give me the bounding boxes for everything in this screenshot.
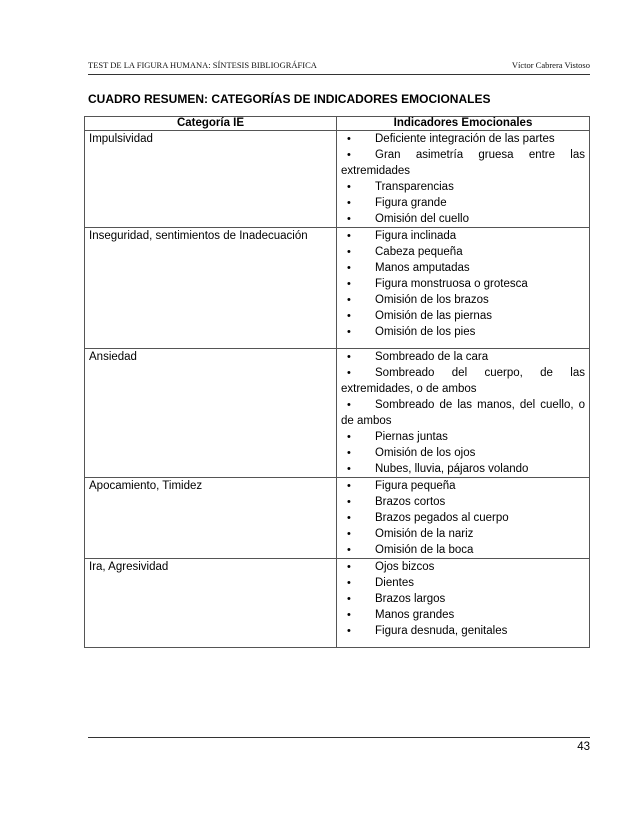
indicator-text: Figura inclinada [375, 230, 457, 242]
indicator-item [341, 260, 585, 276]
indicator-item [341, 526, 585, 542]
indicator-item [341, 461, 585, 477]
indicator-text: Dientes [375, 577, 414, 589]
bullet-icon: • [347, 133, 351, 145]
bullet-icon: • [347, 230, 351, 242]
bullet-icon: • [347, 593, 351, 605]
indicator-text: Brazos cortos [375, 496, 446, 508]
column-header-category: Categoría IE [85, 117, 337, 131]
bullet-icon: • [347, 213, 351, 225]
indicator-text: Brazos pegados al cuerpo [375, 512, 509, 524]
indicator-item [341, 575, 585, 591]
indicator-text: Omisión del cuello [375, 213, 469, 225]
bullet-icon: • [347, 310, 351, 322]
bullet-icon: • [347, 496, 351, 508]
indicator-item [341, 324, 585, 340]
section-title: CUADRO RESUMEN: CATEGORÍAS DE INDICADORES EMOCIONALES [88, 92, 491, 106]
indicator-item [341, 308, 585, 324]
indicator-text: Omisión de los pies [375, 326, 476, 338]
bullet-icon: • [347, 512, 351, 524]
bullet-icon: • [347, 149, 351, 161]
indicator-item [341, 607, 585, 623]
bullet-icon: • [347, 278, 351, 290]
table-row [85, 349, 590, 478]
indicator-text: Omisión de la nariz [375, 528, 474, 540]
indicator-text: Omisión de la boca [375, 544, 474, 556]
bullet-icon: • [347, 577, 351, 589]
indicator-item [341, 510, 585, 526]
indicator-list [341, 559, 585, 639]
indicator-item [341, 365, 585, 397]
bullet-icon: • [347, 262, 351, 274]
indicator-text: Sombreado del cuerpo, de las extremidades, o de ambos [341, 367, 585, 395]
indicator-item [341, 244, 585, 260]
indicator-list [341, 131, 585, 227]
indicator-item [341, 494, 585, 510]
header-title: TEST DE LA FIGURA HUMANA: SÍNTESIS BIBLIOGRÁFICA [88, 60, 317, 70]
indicator-item [341, 292, 585, 308]
table-body [85, 131, 590, 648]
indicator-text: Brazos largos [375, 593, 446, 605]
indicators-cell [337, 478, 590, 559]
indicator-item [341, 147, 585, 179]
bullet-icon: • [347, 609, 351, 621]
indicator-item [341, 349, 585, 365]
bullet-icon: • [347, 399, 351, 411]
category-cell: Ira, Agresividad [85, 559, 337, 648]
bullet-icon: • [347, 351, 351, 363]
table-row [85, 131, 590, 228]
bullet-icon: • [347, 326, 351, 338]
indicator-text: Deficiente integración de las partes [375, 133, 555, 145]
indicator-item [341, 478, 585, 494]
category-cell: Apocamiento, Timidez [85, 478, 337, 559]
indicator-text: Ojos bizcos [375, 561, 435, 573]
bullet-icon: • [347, 561, 351, 573]
indicators-cell [337, 349, 590, 478]
indicator-text: Omisión de los ojos [375, 447, 476, 459]
header-author: Víctor Cabrera Vistoso [511, 60, 590, 70]
category-cell: Impulsividad [85, 131, 337, 228]
bullet-icon: • [347, 431, 351, 443]
table-row [85, 478, 590, 559]
page-number: 43 [577, 741, 590, 753]
indicators-cell [337, 131, 590, 228]
indicator-list [341, 228, 585, 340]
indicator-item [341, 195, 585, 211]
bullet-icon: • [347, 463, 351, 475]
indicator-item [341, 429, 585, 445]
category-cell: Ansiedad [85, 349, 337, 478]
indicator-text: Figura grande [375, 197, 447, 209]
table-row [85, 559, 590, 648]
bullet-icon: • [347, 480, 351, 492]
column-header-indicators: Indicadores Emocionales [337, 117, 590, 131]
indicator-text: Omisión de las piernas [375, 310, 492, 322]
indicator-text: Figura monstruosa o grotesca [375, 278, 528, 290]
bullet-icon: • [347, 246, 351, 258]
bullet-icon: • [347, 447, 351, 459]
indicator-item [341, 542, 585, 558]
indicator-text: Nubes, lluvia, pájaros volando [375, 463, 529, 475]
indicators-cell [337, 228, 590, 349]
indicator-item [341, 228, 585, 244]
indicator-text: Sombreado de las manos, del cuello, o de ambos [341, 399, 585, 427]
indicator-item [341, 445, 585, 461]
indicator-item [341, 131, 585, 147]
bullet-icon: • [347, 544, 351, 556]
indicator-item [341, 179, 585, 195]
bullet-icon: • [347, 625, 351, 637]
category-cell: Inseguridad, sentimientos de Inadecuación [85, 228, 337, 349]
indicator-item [341, 559, 585, 575]
indicator-text: Piernas juntas [375, 431, 448, 443]
table-row [85, 228, 590, 349]
indicator-text: Figura desnuda, genitales [375, 625, 508, 637]
bullet-icon: • [347, 197, 351, 209]
indicator-text: Transparencias [375, 181, 454, 193]
bullet-icon: • [347, 294, 351, 306]
indicator-item [341, 397, 585, 429]
indicator-item [341, 276, 585, 292]
indicator-text: Manos amputadas [375, 262, 470, 274]
indicator-item [341, 623, 585, 639]
indicator-list [341, 478, 585, 558]
bullet-icon: • [347, 528, 351, 540]
indicator-text: Manos grandes [375, 609, 455, 621]
running-header [88, 60, 590, 75]
indicator-text: Sombreado de la cara [375, 351, 489, 363]
summary-table [84, 116, 590, 648]
indicator-text: Figura pequeña [375, 480, 456, 492]
indicator-list [341, 349, 585, 477]
footer-rule [88, 737, 590, 738]
indicator-text: Omisión de los brazos [375, 294, 489, 306]
indicator-item [341, 211, 585, 227]
table-header-row [85, 117, 590, 131]
bullet-icon: • [347, 367, 351, 379]
indicator-text: Gran asimetría gruesa entre las extremidades [341, 149, 585, 177]
indicator-text: Cabeza pequeña [375, 246, 463, 258]
indicator-item [341, 591, 585, 607]
bullet-icon: • [347, 181, 351, 193]
indicators-cell [337, 559, 590, 648]
